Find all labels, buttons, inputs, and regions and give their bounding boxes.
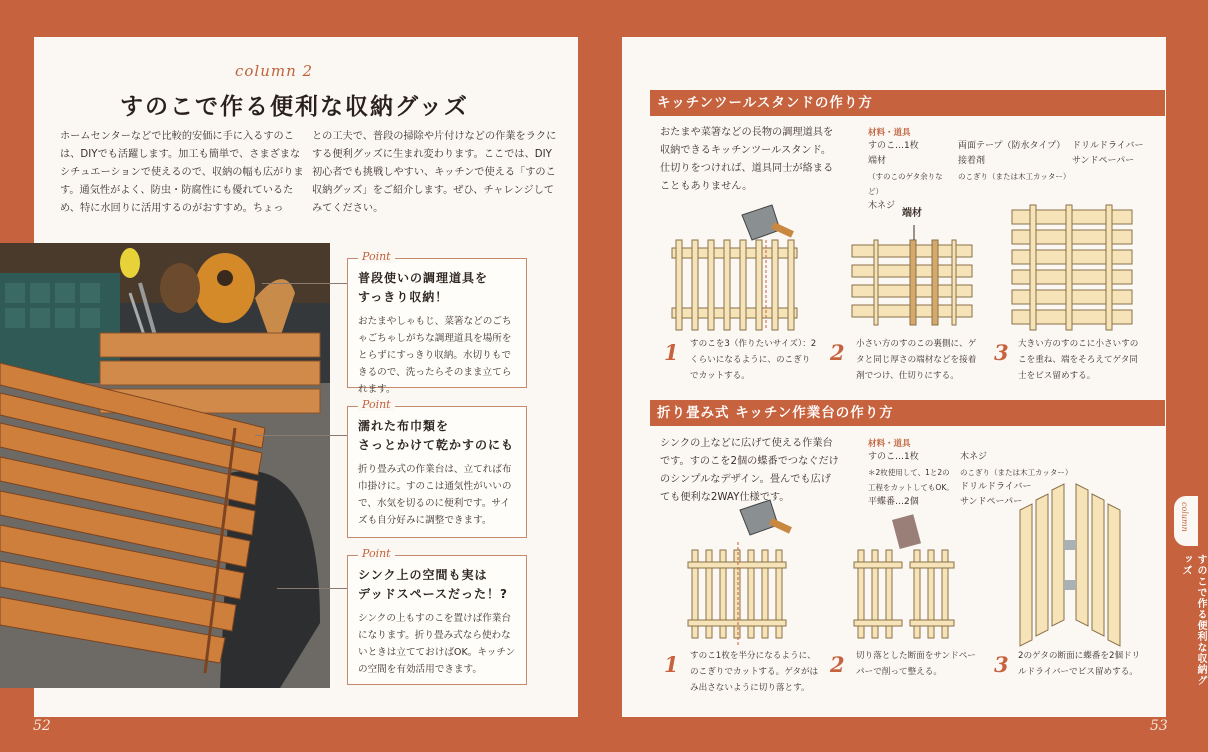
materials-col1: すのこ…1枚 端材 （すのこのゲタ余りなど） 木ネジ [868,141,943,211]
column-label: column 2 [235,62,314,80]
kitchen-photo [0,243,330,688]
materials-col3: ドリルドライバー サンドペーパー [1072,141,1144,166]
page-title: すのこで作る便利な収納グッズ [120,94,469,120]
step-number: 3 [994,340,1009,365]
tool-stand-diagrams [662,200,1162,340]
step-text: 小さい方のすのこの裏側に、ゲタと同じ厚さの端材などを接着剤でつけ、仕切りにする。 [856,339,977,381]
materials-head: 材料・道具 [868,439,911,449]
point-connector-1 [262,283,347,284]
diagram-label-hazai: 端材 [902,208,922,219]
materials-col1: すのこ…1枚 ＊2枚使用して、1と2の 工程をカットしてもOK。 平蝶番…2個 [868,452,954,507]
step-number: 3 [994,652,1009,677]
step-text: すのこを3（作りたいサイズ）：2くらいになるように、のこぎりでカットする。 [690,339,817,381]
saw-icon [742,205,794,240]
page-number-left: 52 [33,718,51,734]
point-body: シンクの上もすのこを置けば作業台になります。折り畳み式なら使わないときは立てておけばOK。キッチンの空間を有効活用できます。 [358,613,516,675]
section-title-folding-table: 折り畳み式 キッチン作業台の作り方 [650,400,1165,426]
point-connector-2 [255,435,347,436]
section1-text: おたまや菜箸などの長物の調理道具を収納できるキッチンツールスタンド。仕切りをつければ、道具同士が絡まることもありません。 [660,127,834,192]
step-text: 大きい方のすのこに小さいすのこを重ね、端をそろえてゲタ同士をビス留めする。 [1018,339,1139,381]
point-box-1 [347,250,527,395]
point-tag: Point [358,250,395,263]
side-tab-title: すのこで作る便利な収納グッズ [1180,554,1206,686]
step-text: 2のゲタの断面に蝶番を2個ドリルドライバーでビス留めする。 [1018,651,1141,677]
step-number: 1 [664,340,679,365]
side-tab [1172,496,1206,696]
sandpaper-icon [892,514,921,549]
materials-col2: 木ネジ のこぎり（または木工カッター） ドリルドライバー サンドペーパー [960,452,1073,507]
point-box-2 [347,398,527,538]
point-title: シンク上の空間も実は デッドスペースだった！? [358,568,509,601]
point-box-3 [347,547,527,685]
page-number-right: 53 [1150,718,1168,734]
point-tag: Point [358,547,395,560]
point-tag: Point [358,398,395,411]
point-title: 濡れた布巾類を さっとかけて乾かすのにも [358,419,515,452]
point-body: 折り畳み式の作業台は、立てれば布巾掛けに。すのこは通気性がいいので、水気を切るのに便利です。サイズも自分好みに調整できます。 [358,464,512,526]
step-text: すのこ1枚を半分になるように、のこぎりでカットする。ゲタがはみ出さないように切り落とす。 [690,651,819,693]
point-body: おたまやしゃもじ、菜箸などのごちゃごちゃしがちな調理道具を場所をとらずにすっきり収納。水切りもできるので、洗ったらそのまま立てられます。 [358,316,512,395]
step-number: 2 [830,652,845,677]
step-number: 2 [830,340,845,365]
folding-table-diagrams [680,480,1140,650]
intro-text-col2: との工夫で、普段の掃除や片付けなどの作業をラクにする便利グッズに生まれ変わります。ここでは、DIY初心者でも挑戦しやすい、キッチンで使える「すのこ収納グッズ」をご紹介します。ぜひ、チャレンジしてみてください。 [312,131,557,214]
saw-icon [740,500,792,535]
section-title-tool-stand: キッチンツールスタンドの作り方 [650,90,1165,116]
point-title: 普段使いの調理道具を すっきり収納！ [358,271,489,304]
side-tab-label: column [1180,502,1189,532]
step-number: 1 [664,652,679,677]
intro-text-col1: ホームセンターなどで比較的安価に手に入るすのこは、DIYでも活躍します。加工も簡単で、さまざまなシチュエーションで使えるので、収納の幅も広がります。通気性がよく、防虫・防腐性にも優れているため、特に水回りに活用するのがおすすめ。ちょっ [60,131,304,214]
section2-text: シンクの上などに広げて使える作業台です。すのこを2個の蝶番でつなぐだけのシンプルなデザイン。畳んでも広げても便利な2WAY仕様です。 [660,438,839,503]
step-text: 切り落とした断面をサンドペーパーで削って整える。 [856,651,976,677]
materials-col2: 両面テープ（防水タイプ） 接着剤 のこぎり（または木工カッター） [958,141,1071,181]
point-connector-3 [277,588,347,589]
materials-head: 材料・道具 [868,128,911,138]
